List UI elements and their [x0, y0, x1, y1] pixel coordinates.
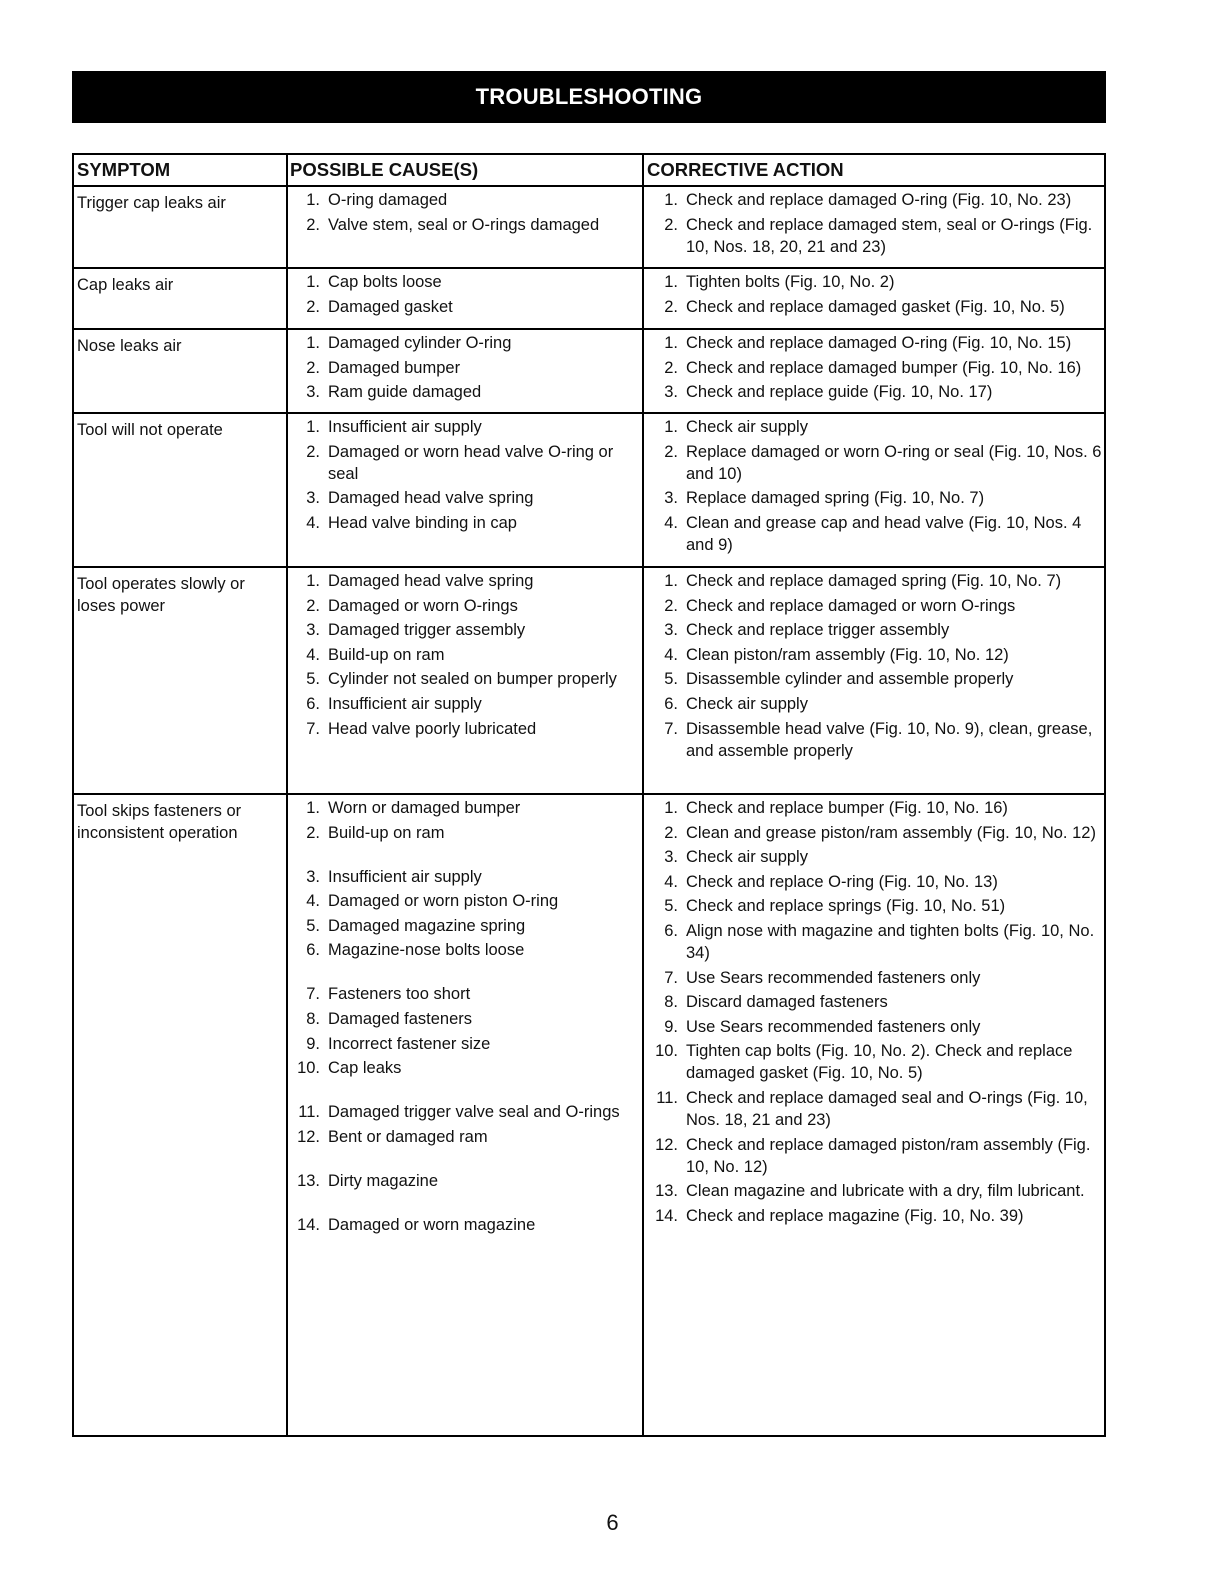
- item-text: Replace damaged spring (Fig. 10, No. 7): [686, 489, 985, 508]
- item-number: 3.: [306, 383, 320, 402]
- item-text: Clean magazine and lubricate with a dry, film lubricant.: [686, 1182, 1085, 1201]
- item-number: 2.: [664, 215, 678, 234]
- header-symptom: SYMPTOM: [77, 159, 171, 180]
- action-item: [644, 189, 1106, 211]
- symptom-cell: Nose leaks air: [77, 337, 182, 355]
- item-text: Damaged or worn head valve O-ring or seal: [328, 442, 614, 483]
- cause-item: [286, 1170, 640, 1192]
- cause-item: [286, 718, 640, 740]
- item-text: Insufficient air supply: [328, 694, 482, 713]
- item-number: 11.: [656, 1088, 678, 1107]
- item-text: Replace damaged or worn O-ring or seal (Fig. 10, Nos. 6 and 10): [686, 442, 1102, 483]
- item-number: 1.: [664, 418, 678, 436]
- cause-item: [286, 271, 640, 293]
- action-item: [644, 595, 1106, 617]
- item-text: Check and replace guide (Fig. 10, No. 17): [686, 383, 993, 402]
- item-text: Align nose with magazine and tighten bolts (Fig. 10, No. 34): [686, 921, 1095, 962]
- cause-item: [286, 189, 640, 211]
- item-text: Damaged head valve spring: [328, 489, 534, 508]
- item-text: Insufficient air supply: [328, 418, 482, 436]
- item-number: 2.: [664, 297, 678, 316]
- troubleshooting-table: [72, 153, 1106, 1437]
- item-number: 1.: [664, 799, 678, 817]
- item-number: 2.: [306, 297, 320, 316]
- table-header: [74, 155, 1104, 187]
- action-item: [644, 871, 1106, 893]
- actions-list: [644, 332, 1106, 406]
- item-text: Damaged cylinder O-ring: [328, 334, 512, 352]
- table-row: [74, 793, 1104, 1435]
- cause-item: [286, 512, 640, 534]
- item-number: 1.: [306, 334, 320, 352]
- action-item: [644, 512, 1106, 556]
- item-text: Clean piston/ram assembly (Fig. 10, No. 12): [686, 645, 1009, 664]
- actions-list: [644, 189, 1106, 260]
- item-text: Dirty magazine: [328, 1171, 439, 1190]
- item-text: Tighten bolts (Fig. 10, No. 2): [686, 273, 895, 291]
- item-number: 13.: [297, 1171, 320, 1190]
- item-text: Check and replace damaged or worn O-rings: [686, 596, 1016, 615]
- item-number: 2.: [306, 823, 320, 842]
- item-text: Disassemble cylinder and assemble properly: [686, 670, 1014, 689]
- table-row: [74, 566, 1104, 795]
- action-item: [644, 644, 1106, 666]
- item-number: 3.: [664, 489, 678, 508]
- actions-list: [644, 570, 1106, 764]
- item-text: Magazine-nose bolts loose: [328, 941, 525, 960]
- causes-list: [286, 271, 640, 320]
- item-number: 6.: [664, 921, 678, 940]
- causes-list: [286, 189, 640, 238]
- action-item: [644, 1205, 1106, 1227]
- item-text: Check and replace O-ring (Fig. 10, No. 13): [686, 872, 998, 891]
- action-item: [644, 846, 1106, 868]
- item-number: 10.: [297, 1059, 320, 1078]
- item-number: 1.: [664, 334, 678, 352]
- item-text: Tighten cap bolts (Fig. 10, No. 2). Check and replace damaged gasket (Fig. 10, No. 5): [686, 1042, 1073, 1083]
- item-number: 5.: [306, 916, 320, 935]
- item-text: Check air supply: [686, 418, 808, 436]
- item-number: 4.: [306, 892, 320, 911]
- cause-item: [286, 595, 640, 617]
- action-item: [644, 271, 1106, 293]
- actions-list: [644, 797, 1106, 1229]
- item-number: 7.: [664, 719, 678, 738]
- item-number: 11.: [298, 1103, 320, 1122]
- item-number: 4.: [664, 645, 678, 664]
- item-text: Incorrect fastener size: [328, 1034, 491, 1053]
- item-number: 7.: [306, 719, 320, 738]
- cause-item: [286, 939, 640, 961]
- item-number: 1.: [664, 572, 678, 590]
- action-item: [644, 357, 1106, 379]
- item-number: 4.: [306, 645, 320, 664]
- cause-item: [286, 822, 640, 844]
- item-number: 3.: [306, 867, 320, 886]
- item-number: 5.: [664, 897, 678, 916]
- cause-item: [286, 619, 640, 641]
- item-number: 1.: [306, 191, 320, 209]
- item-text: Cap leaks: [328, 1059, 402, 1078]
- symptom-cell: Cap leaks air: [77, 276, 174, 294]
- item-text: Insufficient air supply: [328, 867, 482, 886]
- action-item: [644, 381, 1106, 403]
- item-text: Disassemble head valve (Fig. 10, No. 9), clean, grease, and assemble properly: [686, 719, 1093, 760]
- item-text: Check and replace damaged bumper (Fig. 10, No. 16): [686, 358, 1082, 377]
- item-text: Check and replace damaged stem, seal or O-rings (Fig. 10, Nos. 18, 20, 21 and 23): [686, 215, 1093, 256]
- symptom-cell: Tool will not operate: [77, 421, 223, 439]
- item-text: Check and replace bumper (Fig. 10, No. 16): [686, 799, 1008, 817]
- cause-item: [286, 668, 640, 690]
- header-actions: CORRECTIVE ACTION: [647, 159, 844, 180]
- item-number: 2.: [306, 215, 320, 234]
- cause-item: [286, 644, 640, 666]
- item-number: 6.: [664, 694, 678, 713]
- item-number: 2.: [664, 442, 678, 461]
- action-item: [644, 895, 1106, 917]
- causes-list: [286, 332, 640, 406]
- item-number: 1.: [306, 273, 320, 291]
- item-text: Ram guide damaged: [328, 383, 482, 402]
- item-number: 10.: [655, 1042, 678, 1061]
- action-item: [644, 1134, 1106, 1178]
- cause-item: [286, 983, 640, 1005]
- page-number: 6: [606, 1510, 619, 1535]
- cause-item: [286, 570, 640, 592]
- action-item: [644, 570, 1106, 592]
- cause-item: [286, 1033, 640, 1055]
- action-item: [644, 822, 1106, 844]
- action-item: [644, 668, 1106, 690]
- item-number: 3.: [664, 848, 678, 867]
- item-text: Clean and grease piston/ram assembly (Fig. 10, No. 12): [686, 823, 1096, 842]
- item-number: 14.: [297, 1215, 320, 1234]
- symptom-cell: Tool operates slowly or loses power: [77, 575, 245, 615]
- item-text: Damaged bumper: [328, 358, 461, 377]
- cause-item: [286, 1057, 640, 1079]
- item-text: O-ring damaged: [328, 191, 448, 209]
- item-text: Worn or damaged bumper: [328, 799, 521, 817]
- action-item: [644, 1040, 1106, 1084]
- item-number: 4.: [306, 513, 320, 532]
- item-text: Check and replace damaged piston/ram assembly (Fig. 10, No. 12): [686, 1135, 1091, 1176]
- item-text: Check and replace damaged gasket (Fig. 10, No. 5): [686, 297, 1065, 316]
- symptom-cell: Tool skips fasteners or inconsistent operation: [77, 802, 242, 842]
- item-number: 7.: [664, 968, 678, 987]
- cause-item: [286, 797, 640, 819]
- item-number: 8.: [664, 993, 678, 1012]
- action-item: [644, 296, 1106, 318]
- action-item: [644, 619, 1106, 641]
- cause-item: [286, 416, 640, 438]
- item-text: Check and replace springs (Fig. 10, No. 51): [686, 897, 1006, 916]
- item-text: Build-up on ram: [328, 645, 445, 664]
- item-text: Check air supply: [686, 848, 808, 867]
- table-row: [74, 185, 1104, 269]
- item-text: Damaged fasteners: [328, 1009, 472, 1028]
- item-number: 1.: [306, 799, 320, 817]
- item-number: 5.: [306, 670, 320, 689]
- item-text: Bent or damaged ram: [328, 1127, 488, 1146]
- item-number: 1.: [664, 273, 678, 291]
- item-number: 9.: [306, 1034, 320, 1053]
- item-text: Check and replace damaged O-ring (Fig. 10, No. 15): [686, 334, 1072, 352]
- item-number: 2.: [664, 358, 678, 377]
- item-number: 5.: [664, 670, 678, 689]
- item-text: Check and replace damaged spring (Fig. 10, No. 7): [686, 572, 1062, 590]
- item-text: Damaged magazine spring: [328, 916, 526, 935]
- cause-item: [286, 1214, 640, 1236]
- item-text: Check and replace trigger assembly: [686, 621, 950, 640]
- item-number: 6.: [306, 941, 320, 960]
- actions-list: [644, 416, 1106, 558]
- table-row: [74, 328, 1104, 414]
- item-number: 3.: [664, 621, 678, 640]
- item-text: Damaged or worn piston O-ring: [328, 892, 559, 911]
- item-text: Check and replace magazine (Fig. 10, No. 39): [686, 1206, 1024, 1225]
- item-text: Use Sears recommended fasteners only: [686, 968, 981, 987]
- page-title-banner: TROUBLESHOOTING: [72, 71, 1106, 123]
- cause-item: [286, 487, 640, 509]
- header-causes: POSSIBLE CAUSE(S): [290, 159, 479, 180]
- cause-item: [286, 381, 640, 403]
- item-number: 2.: [306, 442, 320, 461]
- item-text: Use Sears recommended fasteners only: [686, 1017, 981, 1036]
- causes-list: [286, 416, 640, 536]
- item-number: 4.: [664, 872, 678, 891]
- cause-item: [286, 693, 640, 715]
- item-text: Check and replace damaged seal and O-rings (Fig. 10, Nos. 18, 21 and 23): [686, 1088, 1088, 1129]
- action-item: [644, 441, 1106, 485]
- causes-list: [286, 570, 640, 742]
- action-item: [644, 214, 1106, 258]
- item-number: 12.: [297, 1127, 320, 1146]
- cause-item: [286, 1126, 640, 1148]
- cause-item: [286, 1101, 640, 1123]
- column-divider: [286, 155, 288, 1435]
- item-number: 12.: [655, 1135, 678, 1154]
- item-text: Check air supply: [686, 694, 808, 713]
- item-number: 8.: [306, 1009, 320, 1028]
- item-number: 3.: [306, 489, 320, 508]
- item-text: Damaged trigger valve seal and O-rings: [328, 1103, 620, 1122]
- item-text: Check and replace damaged O-ring (Fig. 10, No. 23): [686, 191, 1072, 209]
- action-item: [644, 416, 1106, 438]
- action-item: [644, 718, 1106, 762]
- item-text: Valve stem, seal or O-rings damaged: [328, 215, 600, 234]
- item-text: Cylinder not sealed on bumper properly: [328, 670, 617, 689]
- cause-item: [286, 890, 640, 912]
- item-number: 13.: [655, 1182, 678, 1201]
- action-item: [644, 991, 1106, 1013]
- symptom-cell: Trigger cap leaks air: [77, 194, 226, 212]
- action-item: [644, 1016, 1106, 1038]
- action-item: [644, 693, 1106, 715]
- item-text: Clean and grease cap and head valve (Fig. 10, Nos. 4 and 9): [686, 513, 1082, 554]
- item-text: Damaged gasket: [328, 297, 453, 316]
- causes-list: [286, 797, 640, 1238]
- item-text: Head valve poorly lubricated: [328, 719, 537, 738]
- item-text: Build-up on ram: [328, 823, 445, 842]
- item-number: 2.: [306, 596, 320, 615]
- item-number: 6.: [306, 694, 320, 713]
- item-number: 4.: [664, 513, 678, 532]
- cause-item: [286, 915, 640, 937]
- item-text: Damaged or worn magazine: [328, 1215, 536, 1234]
- action-item: [644, 487, 1106, 509]
- cause-item: [286, 296, 640, 318]
- item-number: 1.: [306, 572, 320, 590]
- item-text: Head valve binding in cap: [328, 513, 517, 532]
- action-item: [644, 1180, 1106, 1202]
- cause-item: [286, 357, 640, 379]
- cause-item: [286, 1008, 640, 1030]
- item-number: 1.: [664, 191, 678, 209]
- cause-item: [286, 214, 640, 236]
- cause-item: [286, 332, 640, 354]
- item-text: Damaged head valve spring: [328, 572, 534, 590]
- item-number: 1.: [306, 418, 320, 436]
- item-text: Cap bolts loose: [328, 273, 442, 291]
- item-number: 9.: [664, 1017, 678, 1036]
- column-divider: [642, 155, 644, 1435]
- cause-item: [286, 866, 640, 888]
- item-text: Fasteners too short: [328, 985, 471, 1004]
- item-number: 2.: [664, 596, 678, 615]
- cause-item: [286, 441, 640, 485]
- action-item: [644, 920, 1106, 964]
- item-number: 2.: [664, 823, 678, 842]
- item-text: Damaged trigger assembly: [328, 621, 526, 640]
- item-number: 14.: [655, 1206, 678, 1225]
- item-number: 3.: [306, 621, 320, 640]
- item-number: 2.: [306, 358, 320, 377]
- item-text: Discard damaged fasteners: [686, 993, 888, 1012]
- action-item: [644, 1087, 1106, 1131]
- actions-list: [644, 271, 1106, 320]
- action-item: [644, 967, 1106, 989]
- table-row: [74, 412, 1104, 568]
- table-row: [74, 267, 1104, 330]
- item-text: Damaged or worn O-rings: [328, 596, 518, 615]
- item-number: 7.: [306, 985, 320, 1004]
- action-item: [644, 797, 1106, 819]
- action-item: [644, 332, 1106, 354]
- item-number: 3.: [664, 383, 678, 402]
